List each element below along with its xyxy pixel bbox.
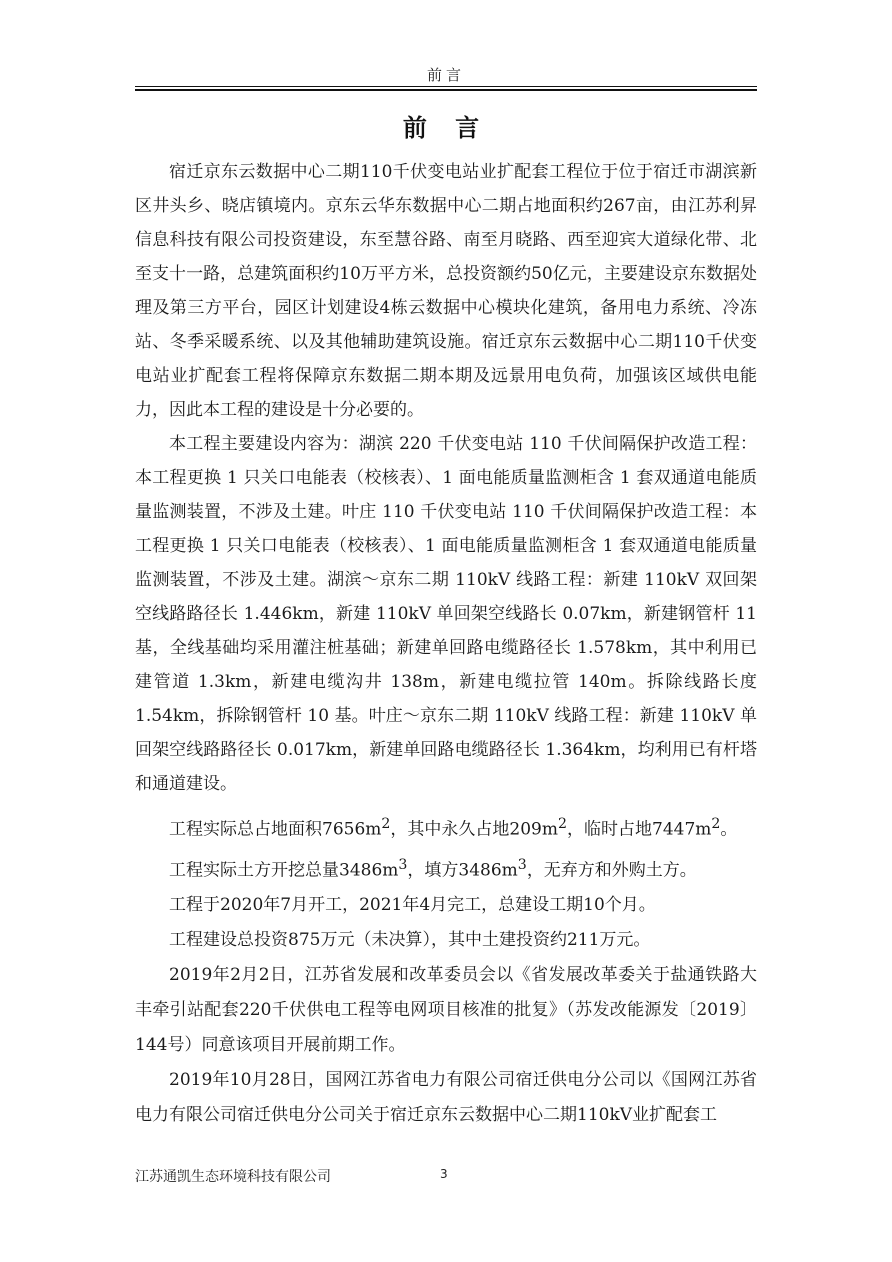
document-body — [135, 155, 757, 1133]
paragraph-approval-2019-02: 2019年2月2日，江苏省发展和改革委员会以《省发展改革委关于盐通铁路大丰牵引站配套220千伏供电工程等电网项目核准的批复》（苏发改能源发〔2019〕144号）同意该项目开展前期工作。 — [135, 965, 757, 1056]
paragraph-investment: 工程建设总投资875万元（未决算），其中土建投资约211万元。 — [169, 930, 651, 951]
paragraph-approval-2019-10: 2019年10月28日，国网江苏省电力有限公司宿迁供电分公司以《国网江苏省电力有限公司宿迁供电分公司关于宿迁京东云数据中心二期110kV业扩配套工 — [135, 1070, 757, 1126]
paragraph-schedule: 工程于2020年7月开工，2021年4月完工，总建设工期10个月。 — [169, 895, 656, 916]
paragraph-construction-content: 本工程主要建设内容为：湖滨 220 千伏变电站 110 千伏间隔保护改造工程：本工程更换 1 只关口电能表（校核表）、1 面电能质量监测柜含 1 套双通道电能质量监测装置，不涉及土建。叶庄 110 千伏变电站 110 千伏间隔保护改造工程：本工程更换 1 只关口电能表（校核表）、1 面电能质量监测柜含 1 套双通道电能质量监测装置，不涉及土建。湖滨～京东二期 110kV 线路工程：新建 110kV 双回架空线路路径长 1.446km，新建 110kV 单回架空线路长 0.07km，新建钢管杆 11 基，全线基础均采用灌注桩基础；新建单回路电缆路径长 1.578km，其中利用已建管道 1.3km，新建电缆沟井 138m，新建电缆拉管 140m。拆除线路长度 1.54km，拆除钢管杆 10 基。叶庄～京东二期 110kV 线路工程：新建 110kV 单回架空线路路径长 0.017km，新建单回路电缆路径长 1.364km，均利用已有杆塔和通道建设。 — [135, 434, 757, 794]
header-rule-thick — [135, 89, 757, 91]
header-rule-thin — [135, 86, 757, 87]
paragraph-land-area: 工程实际总占地面积$7656m^2$，其中永久占地$209m^2$，临时占地$7447m^2$。 — [169, 816, 738, 840]
paragraph-earthwork: 工程实际土方开挖总量$3486m^3$，填方$3486m^3$，无弃方和外购土方。 — [169, 856, 697, 881]
page-title: 前 言 — [402, 113, 490, 142]
paragraph-project-overview: 宿迁京东云数据中心二期110千伏变电站业扩配套工程位于位于宿迁市湖滨新区井头乡、晓店镇境内。京东云华东数据中心二期占地面积约267亩，由江苏利昇信息科技有限公司投资建设，东至慧谷路、南至月晓路、西至迎宾大道绿化带、北至支十一路，总建筑面积约10万平方米，总投资额约50亿元，主要建设京东数据处理及第三方平台，园区计划建设4栋云数据中心模块化建筑，备用电力系统、冷冻站、冬季采暖系统、以及其他辅助建筑设施。宿迁京东云数据中心二期110千伏变电站业扩配套工程将保障京东数据二期本期及远景用电负荷，加强该区域供电能力，因此本工程的建设是十分必要的。 — [135, 162, 757, 420]
running-header: 前言 — [426, 66, 465, 84]
footer-company: 江苏通凯生态环境科技有限公司 — [135, 1169, 331, 1185]
page-number: 3 — [440, 1167, 448, 1181]
